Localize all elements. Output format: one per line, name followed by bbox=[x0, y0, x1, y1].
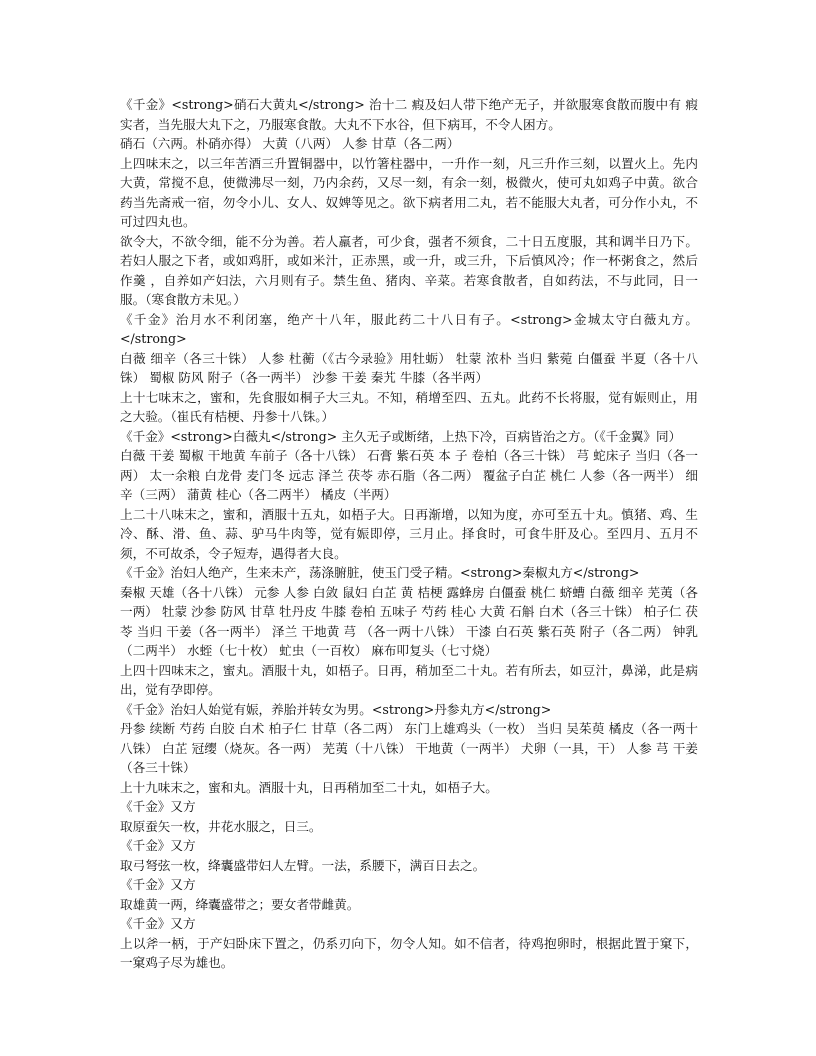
paragraph: 《千金》<strong>硝石大黄丸</strong> 治十二 瘕及妇人带下绝产无子，并欲服寒食散而腹中有 瘕实者，当先服大丸下之，乃服寒食散。大丸不下水谷，但下病耳，不令人困方。 bbox=[120, 97, 698, 132]
paragraph: 欲令大，不欲令细，能不分为善。若人羸者，可少食，强者不须食，二十日五度服，其和调半日乃下。若妇人服之下者，或如鸡肝，或如米汁，正赤黑，或一升，或三升，下后慎风冷；作一杯粥食之，然后作羹 ，自养如产妇法，六月则有子。禁生鱼、猪肉、辛菜。若寒食散者，自如药法，不与此同，日一服。（寒食散方未见。） bbox=[120, 233, 698, 307]
paragraph: 上十九味末之，蜜和丸。酒服十丸，日再稍加至二十丸，如梧子大。 bbox=[120, 779, 498, 795]
paragraph: 上二十八味末之，蜜和，酒服十五丸，如梧子大。日再渐增，以知为度，亦可至五十丸。慎猪、鸡、生冷、酥、滑、鱼、蒜、驴马牛肉等，觉有娠即停，三月止。择食时，可食牛肝及心。至四月、五月不须，不可故杀，令子短寿，遇得者大良。 bbox=[120, 506, 698, 561]
paragraph: 上四味末之，以三年苦酒三升置铜器中，以竹箸柱器中，一升作一刻，凡三升作三刻，以置火上。先内大黄，常搅不息，使微沸尽一刻，乃内余药，又尽一刻，有余一刻，极微火，使可丸如鸡子中黄。欲合药当先斋戒一宿，勿令小儿、女人、奴婢等见之。欲下病者用二丸，若不能服大丸者，可分作小丸，不可过四丸也。 bbox=[120, 155, 698, 229]
paragraph: 硝石（六两。朴硝亦得） 大黄（八两） 人参 甘草（各二两） bbox=[120, 136, 460, 151]
paragraph: 秦椒 天雄（各十八铢） 元参 人参 白敛 鼠妇 白芷 黄 桔梗 露蜂房 白僵蚕 桃仁 蛴螬 白薇 细辛 芜荑（各一两） 牡蒙 沙参 防风 甘草 牡丹皮 牛膝 卷柏 五味子 芍药 桂心 大黄 石斛 白术（各三十铢） 柏子仁 茯苓 当归 干姜（各一两半） 泽兰 干地黄 芎 （各一两十八铢） 干漆 白石英 紫石英 附子（各二两） 钟乳（二两半） 水蛭（七十枚） 虻虫（一百枚） 麻布叩复头（七寸烧） bbox=[120, 584, 698, 658]
paragraph: 取原蚕矢一枚，井花水服之，日三。 bbox=[120, 818, 322, 834]
paragraph: 《千金》治妇人绝产，生来未产，荡涤腑脏，使玉门受子精。<strong>秦椒丸方</strong> bbox=[120, 565, 640, 580]
paragraph: 《千金》治月水不利闭塞，绝产十八年，服此药二十八日有子。<strong>金城太守白薇丸方。</strong> bbox=[120, 311, 698, 346]
document-body bbox=[120, 95, 698, 973]
paragraph: 《千金》又方 bbox=[120, 799, 196, 814]
paragraph: 白薇 细辛（各三十铢） 人参 杜蘅（《古今录验》用牡蛎） 牡蒙 浓朴 当归 紫菀 白僵蚕 半夏（各十八铢） 蜀椒 防风 附子（各一两半） 沙参 干姜 秦艽 牛膝（各半两） bbox=[120, 350, 698, 385]
paragraph: 丹参 续断 芍药 白胶 白术 柏子仁 甘草（各二两） 东门上雄鸡头（一枚） 当归 吴茱萸 橘皮（各一两十八铢） 白芷 冠缨（烧灰。各一两） 芜荑（十八铢） 干地黄（一两半） 犬卵（一具，干） 人参 芎 干姜（各三十铢） bbox=[120, 721, 698, 775]
paragraph: 《千金》治妇人始觉有娠，养胎并转女为男。<strong>丹参丸方</strong> bbox=[120, 701, 552, 717]
paragraph: 取弓弩弦一枚，绛囊盛带妇人左臂。一法，系腰下，满百日去之。 bbox=[120, 857, 486, 873]
paragraph: 取雄黄一两，绛囊盛带之；要女者带雌黄。 bbox=[120, 896, 360, 912]
paragraph: 《千金》<strong>白薇丸</strong> 主久无子或断绪，上热下冷，百病皆治之方。（《千金翼》同） bbox=[120, 428, 682, 444]
paragraph: 《千金》又方 bbox=[120, 877, 196, 892]
paragraph: 白薇 干姜 蜀椒 干地黄 车前子（各十八铢） 石膏 紫石英 本 子 卷柏（各三十铢） 芎 蛇床子 当归（各一两） 太一余粮 白龙骨 麦门冬 远志 泽兰 茯苓 赤石脂（各二两） 覆盆子白芷 桃仁 人参（各一两半） 细辛（三两） 蒲黄 桂心（各二两半） 橘皮（半两） bbox=[120, 448, 698, 502]
paragraph: 上十七味末之，蜜和，先食服如桐子大三丸。不知，稍增至四、五丸。此药不长将服，觉有娠则止，用之大验。（崔氏有桔梗、丹参十八铢。） bbox=[120, 389, 698, 424]
paragraph: 上四十四味末之，蜜丸。酒服十丸，如梧子。日再，稍加至二十丸。若有所去，如豆汁，鼻涕，此是病出，觉有孕即停。 bbox=[120, 662, 698, 697]
paragraph: 《千金》又方 bbox=[120, 838, 196, 853]
paragraph: 上以斧一柄，于产妇卧床下置之，仍系刃向下，勿令人知。如不信者，待鸡抱卵时，根据此置于窠下，一窠鸡子尽为雄也。 bbox=[120, 935, 698, 970]
paragraph: 《千金》又方 bbox=[120, 916, 196, 931]
